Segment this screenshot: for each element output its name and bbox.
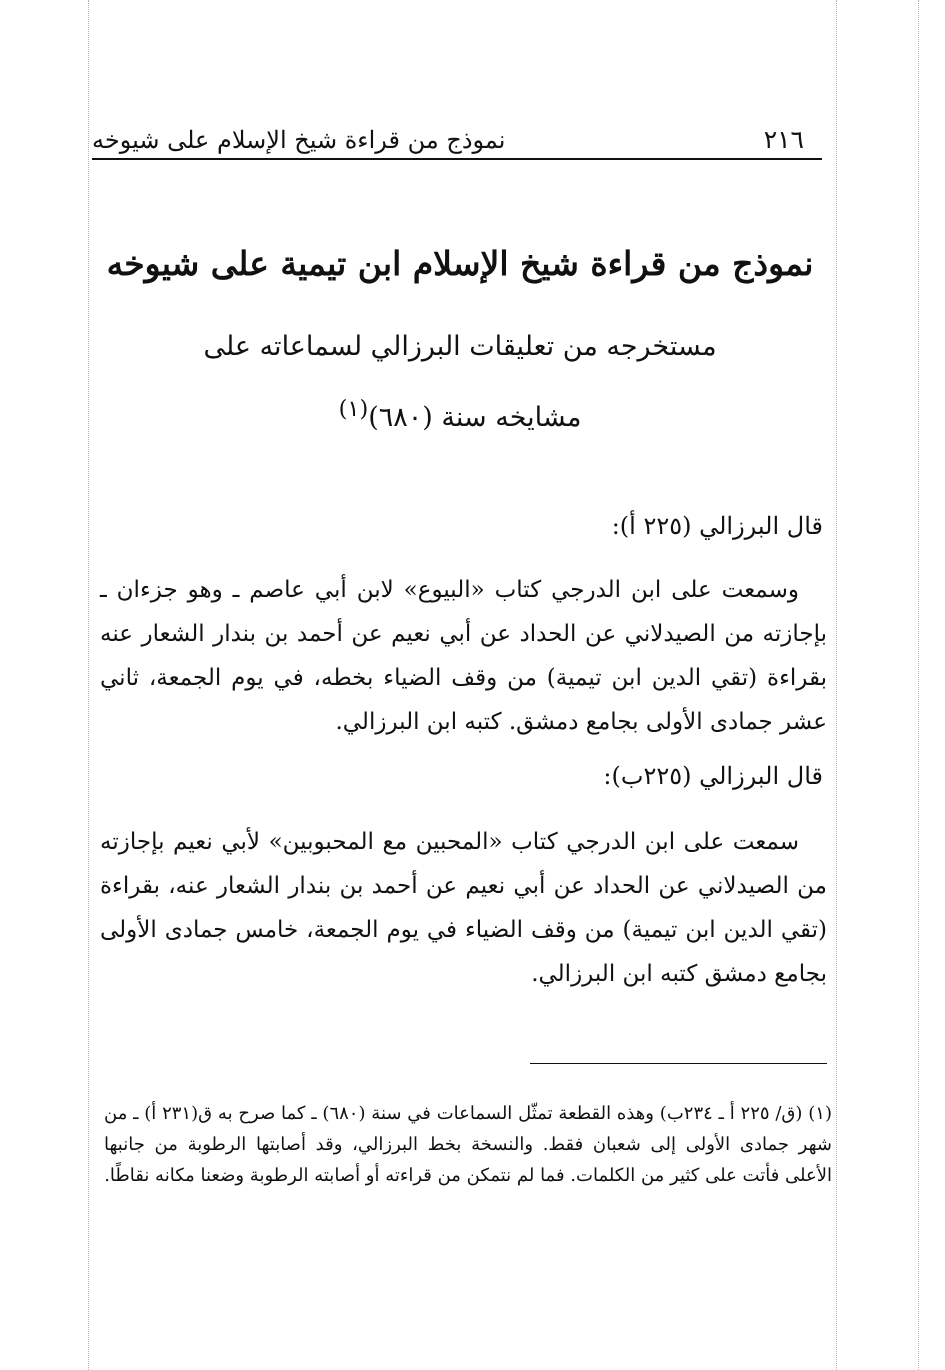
subtitle-line-2 (100, 378, 820, 449)
footnote-divider (530, 1063, 827, 1064)
main-title: نموذج من قراءة شيخ الإسلام ابن تيمية على شيوخه (106, 244, 814, 283)
section-heading-2: قال البرزالي (٢٢٥ب): (603, 762, 823, 790)
footnote-marker: (١) (338, 396, 369, 422)
footnote-number: (١) (808, 1103, 832, 1124)
subtitle (100, 316, 820, 449)
section-paragraph-2: سمعت على ابن الدرجي كتاب «المحبين مع المحبوبين» لأبي نعيم بإجازته من الصيدلاني عن الحداد عن أبي نعيم عن أحمد بن بندار الشعار عنه، بقراءة (تقي الدين ابن تيمية) من وقف الضياء في يوم الجمعة، خامس جمادى الأولى بجامع دمشق كتبه ابن البرزالي. (100, 829, 827, 987)
footnote (104, 1098, 832, 1191)
page-header (92, 112, 822, 160)
scan-guide-right (836, 0, 837, 1370)
section-heading-1: قال البرزالي (٢٢٥ أ): (611, 512, 823, 540)
scan-guide-edge (918, 0, 919, 1370)
page-number: ٢١٦ (763, 125, 804, 154)
footnote-text: (ق/ ٢٢٥ أ ـ ٢٣٤ب) وهذه القطعة تمثّل السماعات في سنة (٦٨٠) ـ كما صرح به ق(٢٣١ أ) ـ من شهر جمادى الأولى إلى شعبان فقط. والنسخة بخط البرزالي، وقد أصابتها الرطوبة من جانبها الأعلى فأتت على كثير من الكلمات. فما لم نتمكن من قراءته أو أصابته الرطوبة وضعنا مكانه نقاطًا. (104, 1103, 832, 1186)
scan-guide-left (88, 0, 89, 1370)
running-title: نموذج من قراءة شيخ الإسلام على شيوخه (92, 126, 506, 154)
subtitle-line-2-text: مشايخه سنة (٦٨٠) (368, 402, 582, 433)
subtitle-line-1: مستخرجه من تعليقات البرزالي لسماعاته على (203, 331, 717, 362)
section-paragraph-1: وسمعت على ابن الدرجي كتاب «البيوع» لابن أبي عاصم ـ وهو جزءان ـ بإجازته من الصيدلاني عن الحداد عن أبي نعيم عن أحمد بن بندار الشعار عنه بقراءة (تقي الدين ابن تيمية) من وقف الضياء بخطه، في يوم الجمعة، ثاني عشر جمادى الأولى بجامع دمشق. كتبه ابن البرزالي. (100, 577, 827, 735)
